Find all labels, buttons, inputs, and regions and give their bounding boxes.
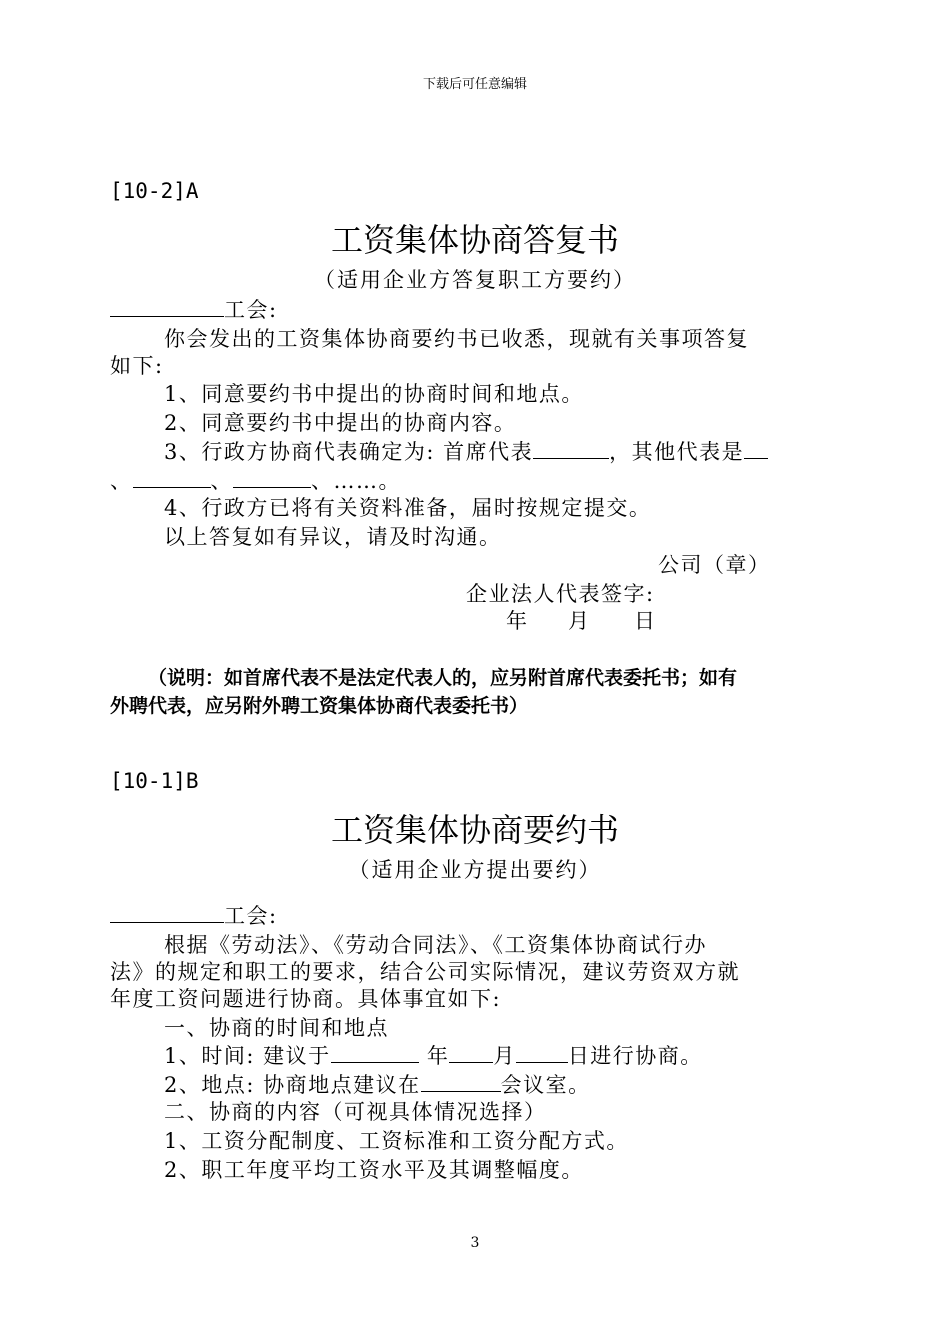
reply-company-seal: 公司（章） — [658, 553, 771, 577]
offer-place — [164, 1071, 591, 1099]
reply-addressee-suffix: 工会: — [224, 298, 278, 322]
reply-item-3-b: ，其他代表是 — [609, 440, 745, 464]
offer-para1-line1: 根据《劳动法》、《劳动合同法》、《工资集体协商试行办 — [164, 933, 707, 957]
offer-para1-line2: 法》的规定和职工的要求，结合公司实际情况，建议劳资双方就 — [110, 960, 740, 984]
reply-para1-line1: 你会发出的工资集体协商要约书已收悉，现就有关事项答复 — [164, 327, 749, 351]
reply-note-line1: （说明：如首席代表不是法定代表人的，应另附首席代表委托书；如有 — [148, 667, 738, 689]
reply-date-month: 月 — [568, 609, 591, 633]
blank-line — [133, 467, 211, 488]
offer-time-year: 年 — [426, 1044, 450, 1068]
reply-signature-label: 企业法人代表签字: — [466, 582, 655, 606]
reply-code: [10-2]A — [110, 179, 199, 203]
blank-line — [331, 1042, 419, 1063]
reply-item-2: 2、同意要约书中提出的协商内容。 — [164, 411, 517, 435]
blank-line — [744, 438, 768, 459]
reply-item-3-cont — [110, 467, 401, 495]
offer-time-a: 1、时间: 建议于 — [164, 1044, 331, 1068]
offer-place-b: 会议室。 — [500, 1073, 591, 1097]
offer-content-2: 2、职工年度平均工资水平及其调整幅度。 — [164, 1158, 584, 1182]
blank-line — [533, 438, 609, 459]
reply-date-day: 日 — [634, 609, 657, 633]
offer-content-1: 1、工资分配制度、工资标准和工资分配方式。 — [164, 1129, 629, 1153]
reply-item-3 — [164, 438, 768, 466]
offer-title: 工资集体协商要约书 — [330, 811, 619, 849]
offer-code: [10-1]B — [110, 769, 199, 793]
reply-item-1: 1、同意要约书中提出的协商时间和地点。 — [164, 382, 584, 406]
offer-time-month: 月 — [493, 1044, 516, 1068]
separator: 、 — [110, 469, 133, 493]
reply-date-year: 年 — [506, 609, 529, 633]
blank-line — [110, 902, 224, 923]
offer-addressee-suffix: 工会: — [224, 904, 278, 928]
reply-note-line2: 外聘代表，应另附外聘工资集体协商代表委托书） — [110, 695, 529, 717]
reply-subtitle: （适用企业方答复职工方要约） — [314, 268, 636, 292]
reply-addressee — [110, 296, 278, 324]
reply-item-3-a: 3、行政方协商代表确定为: 首席代表 — [164, 440, 534, 464]
offer-time-day: 日进行协商。 — [567, 1044, 703, 1068]
offer-place-a: 2、地点: 协商地点建议在 — [164, 1073, 421, 1097]
reply-closing: 以上答复如有异议，请及时沟通。 — [164, 525, 502, 549]
separator: 、 — [210, 469, 233, 493]
header-note: 下载后可任意编辑 — [422, 77, 527, 92]
reply-item-4: 4、行政方已将有关资料准备，届时按规定提交。 — [164, 496, 652, 520]
blank-line — [233, 467, 311, 488]
offer-subtitle: （适用企业方提出要约） — [348, 858, 602, 882]
reply-para1-line2: 如下: — [110, 354, 164, 378]
offer-section-2: 二、协商的内容（可视具体情况选择） — [164, 1100, 547, 1124]
reply-title: 工资集体协商答复书 — [330, 221, 619, 259]
separator-ellipsis: 、……。 — [311, 469, 401, 493]
blank-line — [516, 1042, 568, 1063]
blank-line — [421, 1071, 501, 1092]
offer-time — [164, 1042, 703, 1070]
offer-para1-line3: 年度工资问题进行协商。具体事宜如下: — [110, 987, 502, 1011]
page-number: 3 — [470, 1235, 480, 1251]
offer-section-1: 一、协商的时间和地点 — [164, 1016, 389, 1040]
blank-line — [110, 296, 224, 317]
blank-line — [449, 1042, 493, 1063]
offer-addressee — [110, 902, 278, 930]
